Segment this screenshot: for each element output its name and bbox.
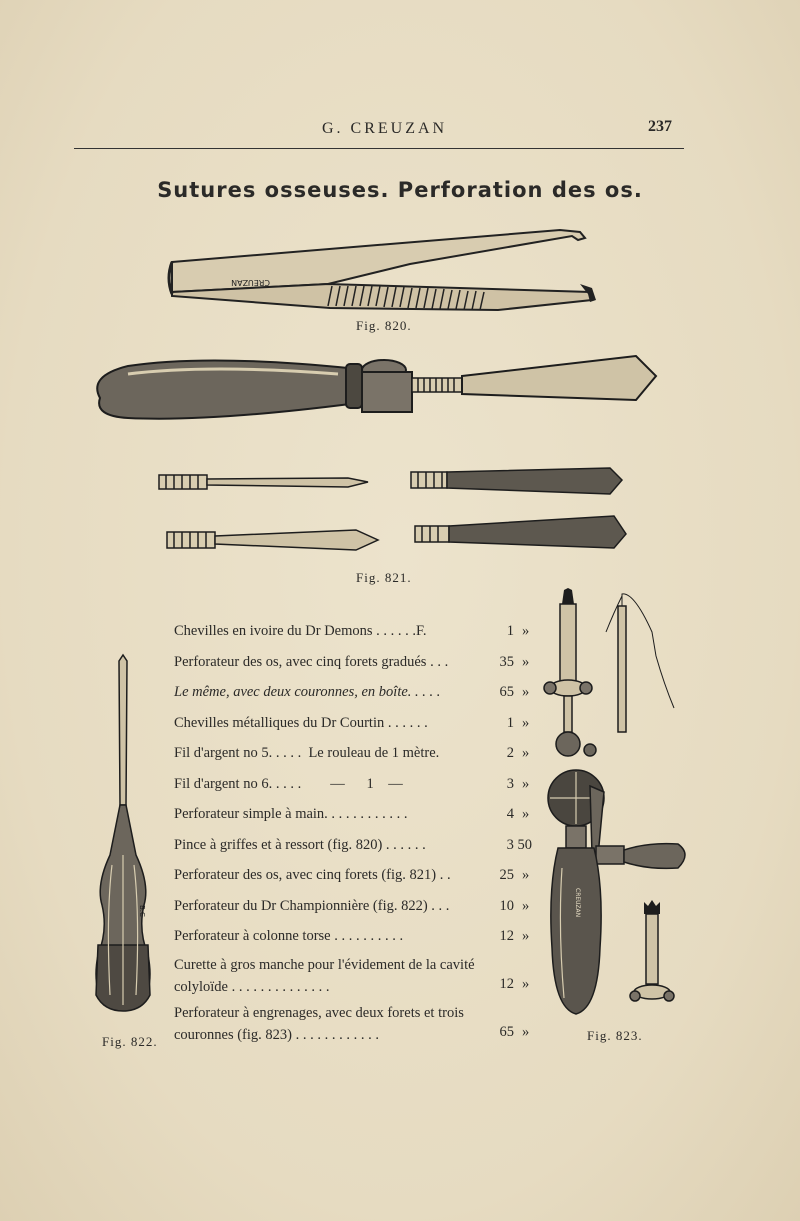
price-list [172,617,542,1049]
item-unit: » [522,623,530,639]
page-title: Sutures osseuses. Perforation des os. [157,178,643,202]
item-unit: » [522,897,530,914]
caption-fig-820: Fig. 820. [356,318,412,333]
item-unit: » [522,714,530,731]
item-label: Perforateur simple à main. . . . . . . . . . . . [174,806,408,822]
championniere-perforator-illustration [92,655,154,1015]
price-row [172,800,542,831]
item-unit: » [522,684,530,700]
header-rule [74,148,684,149]
price-row [172,770,542,801]
drill-bit-4 [414,514,628,552]
drill-handle-illustration [88,352,663,432]
forceps-illustration [160,222,600,317]
caption-fig-823: Fig. 823. [587,1028,643,1043]
price-row [172,861,542,892]
item-price: 12 [499,928,514,944]
item-price: 2 [506,745,514,761]
item-label: Perforateur des os, avec cinq forets gradués . . . [174,653,449,670]
item-price: 10 [499,897,514,914]
crown-bit-illustration [630,900,676,1012]
geared-perforator-engraving: CREUZAN [574,888,581,918]
item-price: 12 [499,975,514,992]
item-label: Chevilles métalliques du Dr Courtin . . . . . . [174,714,428,731]
item-price: 1 [506,714,514,731]
drill-bit-1 [158,472,370,492]
drill-bit-3 [166,528,380,552]
silver-wire-illustration [598,592,678,740]
item-label: Fil d'argent no 5. . . . . Le rouleau de 1 mètre. [174,745,440,761]
item-price: 3 [506,775,514,792]
item-unit: » [522,806,530,822]
item-unit: » [522,1023,530,1040]
price-row [172,709,542,740]
page-number: 237 [648,118,672,135]
author-name: G. CREUZAN [322,120,448,137]
price-row [172,678,542,709]
item-price: 3 50 [506,836,532,853]
item-unit: » [522,867,530,883]
price-row [172,617,542,648]
item-label: Perforateur à colonne torse . . . . . . . . . . [174,928,404,944]
price-row [172,831,542,862]
drill-bit-2 [410,466,624,496]
item-unit: » [522,653,530,670]
item-unit: » [522,975,530,992]
item-label: Le même, avec deux couronnes, en boîte. . . . . [174,684,441,700]
item-label: Perforateur à engrenages, avec deux forets et trois couronnes (fig. 823) . . . . . . . . . . . . [174,1004,464,1043]
item-label: Pince à griffes et à ressort (fig. 820) . . . . . . [174,836,426,853]
caption-fig-822: Fig. 822. [102,1034,158,1049]
price-row [172,739,542,770]
caption-fig-821: Fig. 821. [356,570,412,585]
price-row [172,648,542,679]
item-unit: » [522,745,530,761]
price-row [172,953,542,1001]
item-unit: » [522,775,530,792]
forceps-engraving: CREUZAN [231,278,270,287]
perforator-engraving: B.C [138,905,146,917]
price-row [172,922,542,953]
item-unit: » [522,928,530,944]
item-price: 65 [499,1023,514,1040]
item-label: Perforateur des os, avec cinq forets (fig. 821) . . [174,867,451,883]
price-row [172,892,542,923]
item-label: Fil d'argent no 6. . . . . — 1 — [174,775,403,792]
item-price: 35 [499,653,514,670]
item-price: 4 [506,806,514,822]
item-price: 65 [499,684,514,700]
item-label: Perforateur du Dr Championnière (fig. 822) . . . [174,897,450,914]
item-price: 1 [506,623,514,639]
item-label: Curette à gros manche pour l'évidement de la cavité colyloïde . . . . . . . . . . . . . . [174,956,475,995]
item-price: 25 [499,867,514,883]
item-label: Chevilles en ivoire du Dr Demons . . . . . .F. [174,623,427,639]
running-head [0,118,800,142]
price-row [172,1001,542,1049]
